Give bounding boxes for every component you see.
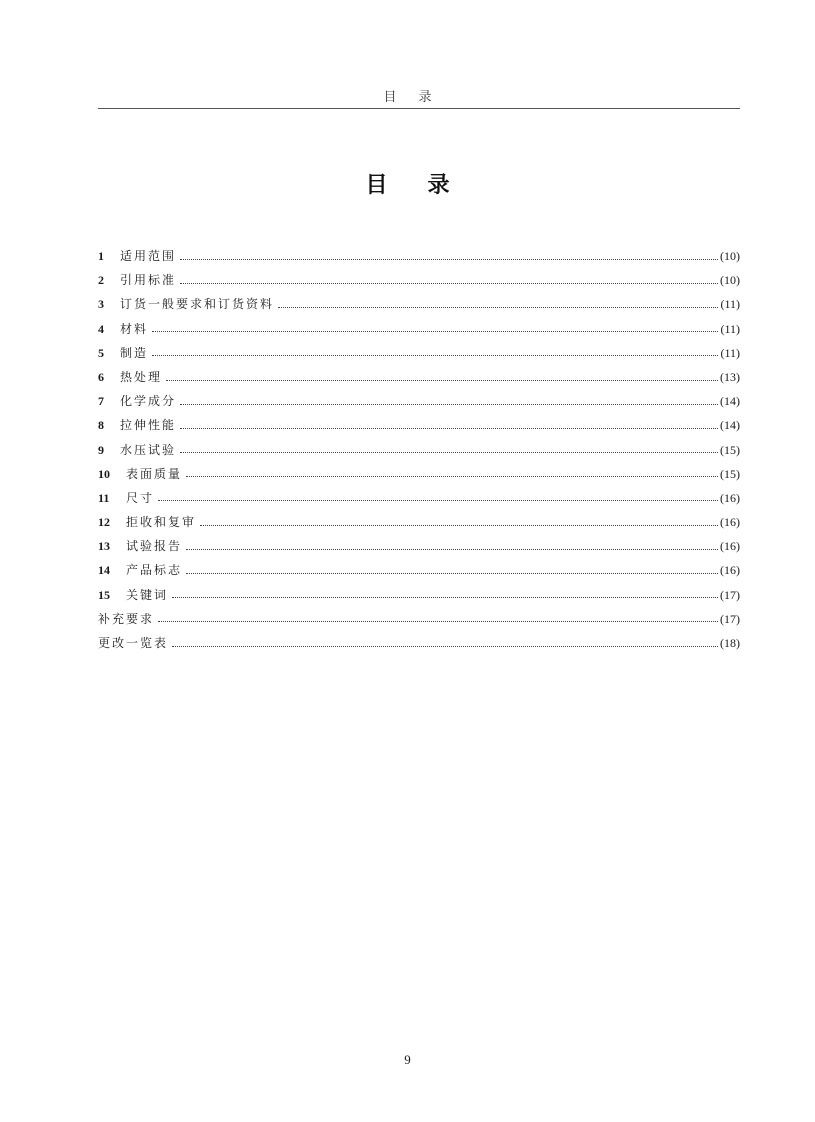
toc-entry[interactable] bbox=[98, 341, 740, 365]
toc-entry-page: (11) bbox=[720, 297, 740, 312]
toc-entry[interactable] bbox=[98, 583, 740, 607]
page-title: 目录 bbox=[365, 172, 490, 198]
toc-leader-dots bbox=[278, 307, 718, 308]
toc-entry-title: 尺寸 bbox=[126, 490, 155, 505]
toc-entry-page: (13) bbox=[720, 369, 740, 384]
toc-entry[interactable] bbox=[98, 631, 740, 655]
toc-leader-dots bbox=[200, 525, 718, 526]
toc-entry[interactable] bbox=[98, 268, 740, 292]
toc-leader-dots bbox=[180, 428, 718, 429]
toc-entry-number: 2 bbox=[98, 273, 104, 288]
toc-entry[interactable] bbox=[98, 292, 740, 316]
toc-entry-number: 14 bbox=[98, 563, 110, 578]
toc-entry-title: 拒收和复审 bbox=[126, 515, 197, 530]
toc-entry-page: (15) bbox=[720, 466, 740, 481]
toc-entry-number: 8 bbox=[98, 418, 104, 433]
toc-entry-number: 13 bbox=[98, 539, 110, 554]
toc-entry-title: 热处理 bbox=[120, 369, 163, 384]
running-header: 目录 bbox=[383, 90, 454, 105]
toc-entry[interactable] bbox=[98, 558, 740, 582]
toc-entry[interactable] bbox=[98, 244, 740, 268]
toc-leader-dots bbox=[152, 355, 718, 356]
toc-leader-dots bbox=[180, 404, 718, 405]
toc-entry[interactable] bbox=[98, 317, 740, 341]
toc-entry-number: 12 bbox=[98, 515, 110, 530]
toc-entry-page: (11) bbox=[720, 345, 740, 360]
toc-entry[interactable] bbox=[98, 389, 740, 413]
toc-entry-number: 4 bbox=[98, 321, 104, 336]
toc-entry-page: (14) bbox=[720, 394, 740, 409]
toc-entry[interactable] bbox=[98, 462, 740, 486]
toc-entry-number: 6 bbox=[98, 369, 104, 384]
toc-leader-dots bbox=[158, 621, 718, 622]
toc-entry-page: (16) bbox=[720, 563, 740, 578]
toc-entry-title: 化学成分 bbox=[120, 394, 177, 409]
toc-entry[interactable] bbox=[98, 413, 740, 437]
toc-entry-title: 更改一览表 bbox=[98, 636, 169, 650]
toc-entry-title: 关键词 bbox=[126, 587, 169, 602]
toc-entry-title: 制造 bbox=[120, 345, 149, 360]
toc-entry-title: 订货一般要求和订货资料 bbox=[120, 297, 275, 312]
toc-entry-title: 表面质量 bbox=[126, 466, 183, 481]
toc-leader-dots bbox=[152, 331, 718, 332]
toc-entry-number: 3 bbox=[98, 297, 104, 312]
toc-entry[interactable] bbox=[98, 607, 740, 631]
toc-entry-number: 7 bbox=[98, 394, 104, 409]
toc-entry[interactable] bbox=[98, 365, 740, 389]
toc-entry[interactable] bbox=[98, 486, 740, 510]
page-number: 9 bbox=[404, 1052, 411, 1067]
toc-leader-dots bbox=[172, 646, 718, 647]
toc-entry-page: (10) bbox=[720, 273, 740, 288]
toc-entry-page: (14) bbox=[720, 418, 740, 433]
toc-entry-page: (17) bbox=[720, 611, 740, 626]
toc-entry-number: 10 bbox=[98, 466, 110, 481]
toc-entry-page: (15) bbox=[720, 442, 740, 457]
toc-entry-title: 引用标准 bbox=[120, 273, 177, 288]
toc-leader-dots bbox=[158, 500, 718, 501]
toc-entry-title: 补充要求 bbox=[98, 611, 155, 626]
toc-leader-dots bbox=[166, 380, 718, 381]
header-rule bbox=[98, 108, 740, 109]
toc-entry-title: 适用范围 bbox=[120, 249, 177, 263]
toc-leader-dots bbox=[172, 597, 718, 598]
toc-entry-page: (17) bbox=[720, 587, 740, 602]
toc-entry-number: 11 bbox=[98, 490, 110, 505]
table-of-contents bbox=[98, 244, 740, 655]
toc-entry-page: (16) bbox=[720, 515, 740, 530]
toc-entry-page: (16) bbox=[720, 490, 740, 505]
toc-entry-title: 拉伸性能 bbox=[120, 418, 177, 433]
toc-entry-title: 产品标志 bbox=[126, 563, 183, 578]
toc-leader-dots bbox=[186, 549, 718, 550]
toc-entry-number: 1 bbox=[98, 249, 104, 263]
toc-entry-page: (10) bbox=[720, 249, 740, 263]
toc-entry-title: 水压试验 bbox=[120, 442, 177, 457]
toc-entry-title: 试验报告 bbox=[126, 539, 183, 554]
toc-leader-dots bbox=[180, 283, 718, 284]
toc-entry-page: (11) bbox=[720, 321, 740, 336]
toc-leader-dots bbox=[180, 452, 718, 453]
toc-leader-dots bbox=[186, 573, 718, 574]
toc-entry[interactable] bbox=[98, 534, 740, 558]
toc-leader-dots bbox=[186, 476, 718, 477]
toc-entry[interactable] bbox=[98, 510, 740, 534]
toc-entry-number: 15 bbox=[98, 587, 110, 602]
toc-entry-title: 材料 bbox=[120, 321, 149, 336]
toc-leader-dots bbox=[180, 259, 718, 260]
toc-entry-number: 5 bbox=[98, 345, 104, 360]
toc-entry-page: (18) bbox=[720, 636, 740, 650]
toc-entry[interactable] bbox=[98, 438, 740, 462]
toc-entry-page: (16) bbox=[720, 539, 740, 554]
toc-entry-number: 9 bbox=[98, 442, 104, 457]
